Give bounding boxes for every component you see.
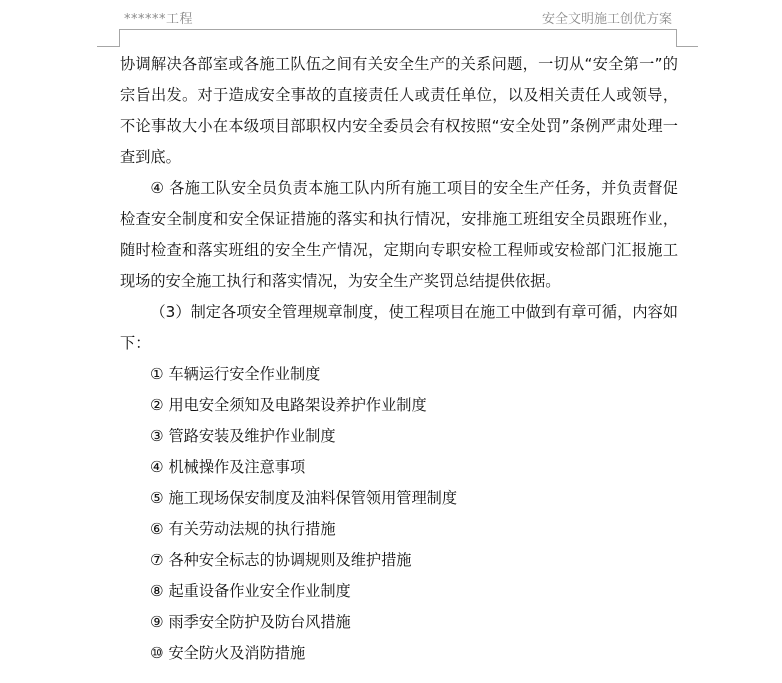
document-body bbox=[120, 49, 678, 669]
header-rule bbox=[120, 29, 676, 30]
list-item: ② 用电安全须知及电路架设养护作业制度 bbox=[150, 396, 427, 414]
crop-mark-right bbox=[676, 29, 677, 47]
list-item: ⑩ 安全防火及消防措施 bbox=[150, 644, 306, 662]
list-item: ⑥ 有关劳动法规的执行措施 bbox=[150, 520, 336, 538]
header-document-title: 安全文明施工创优方案 bbox=[541, 12, 672, 27]
list-item: ① 车辆运行安全作业制度 bbox=[150, 365, 321, 383]
crop-mark-right-horizontal bbox=[676, 46, 698, 47]
list-item: ⑤ 施工现场保安制度及油料保管领用管理制度 bbox=[150, 489, 458, 507]
list-item: ④ 机械操作及注意事项 bbox=[150, 458, 306, 476]
regulation-list bbox=[120, 359, 678, 669]
header-project-name: ******工程 bbox=[124, 12, 194, 27]
paragraph-continuation: 协调解决各部室或各施工队伍之间有关安全生产的关系问题，一切从“安全第一”的宗旨出发。对于造成安全事故的直接责任人或责任单位，以及相关责任人或领导，不论事故大小在本级项目部职权内安全委员会有权按照“安全处罚”条例严肃处理一查到底。 bbox=[120, 55, 678, 166]
crop-mark-left-horizontal bbox=[97, 46, 119, 47]
list-item: ⑧ 起重设备作业安全作业制度 bbox=[150, 582, 351, 600]
list-item: ③ 管路安装及维护作业制度 bbox=[150, 427, 336, 445]
list-item: ⑨ 雨季安全防护及防台风措施 bbox=[150, 613, 351, 631]
paragraph-section-3: （3）制定各项安全管理规章制度，使工程项目在施工中做到有章可循，内容如下： bbox=[120, 303, 678, 352]
list-item: ⑦ 各种安全标志的协调规则及维护措施 bbox=[150, 551, 412, 569]
paragraph-item-4: ④ 各施工队安全员负责本施工队内所有施工项目的安全生产任务，并负责督促检查安全制度和安全保证措施的落实和执行情况，安排施工班组安全员跟班作业，随时检查和落实班组的安全生产情况，定期向专职安检工程师或安检部门汇报施工现场的安全施工执行和落实情况，为安全生产奖罚总结提供依据。 bbox=[120, 179, 678, 290]
crop-mark-left bbox=[119, 29, 120, 47]
